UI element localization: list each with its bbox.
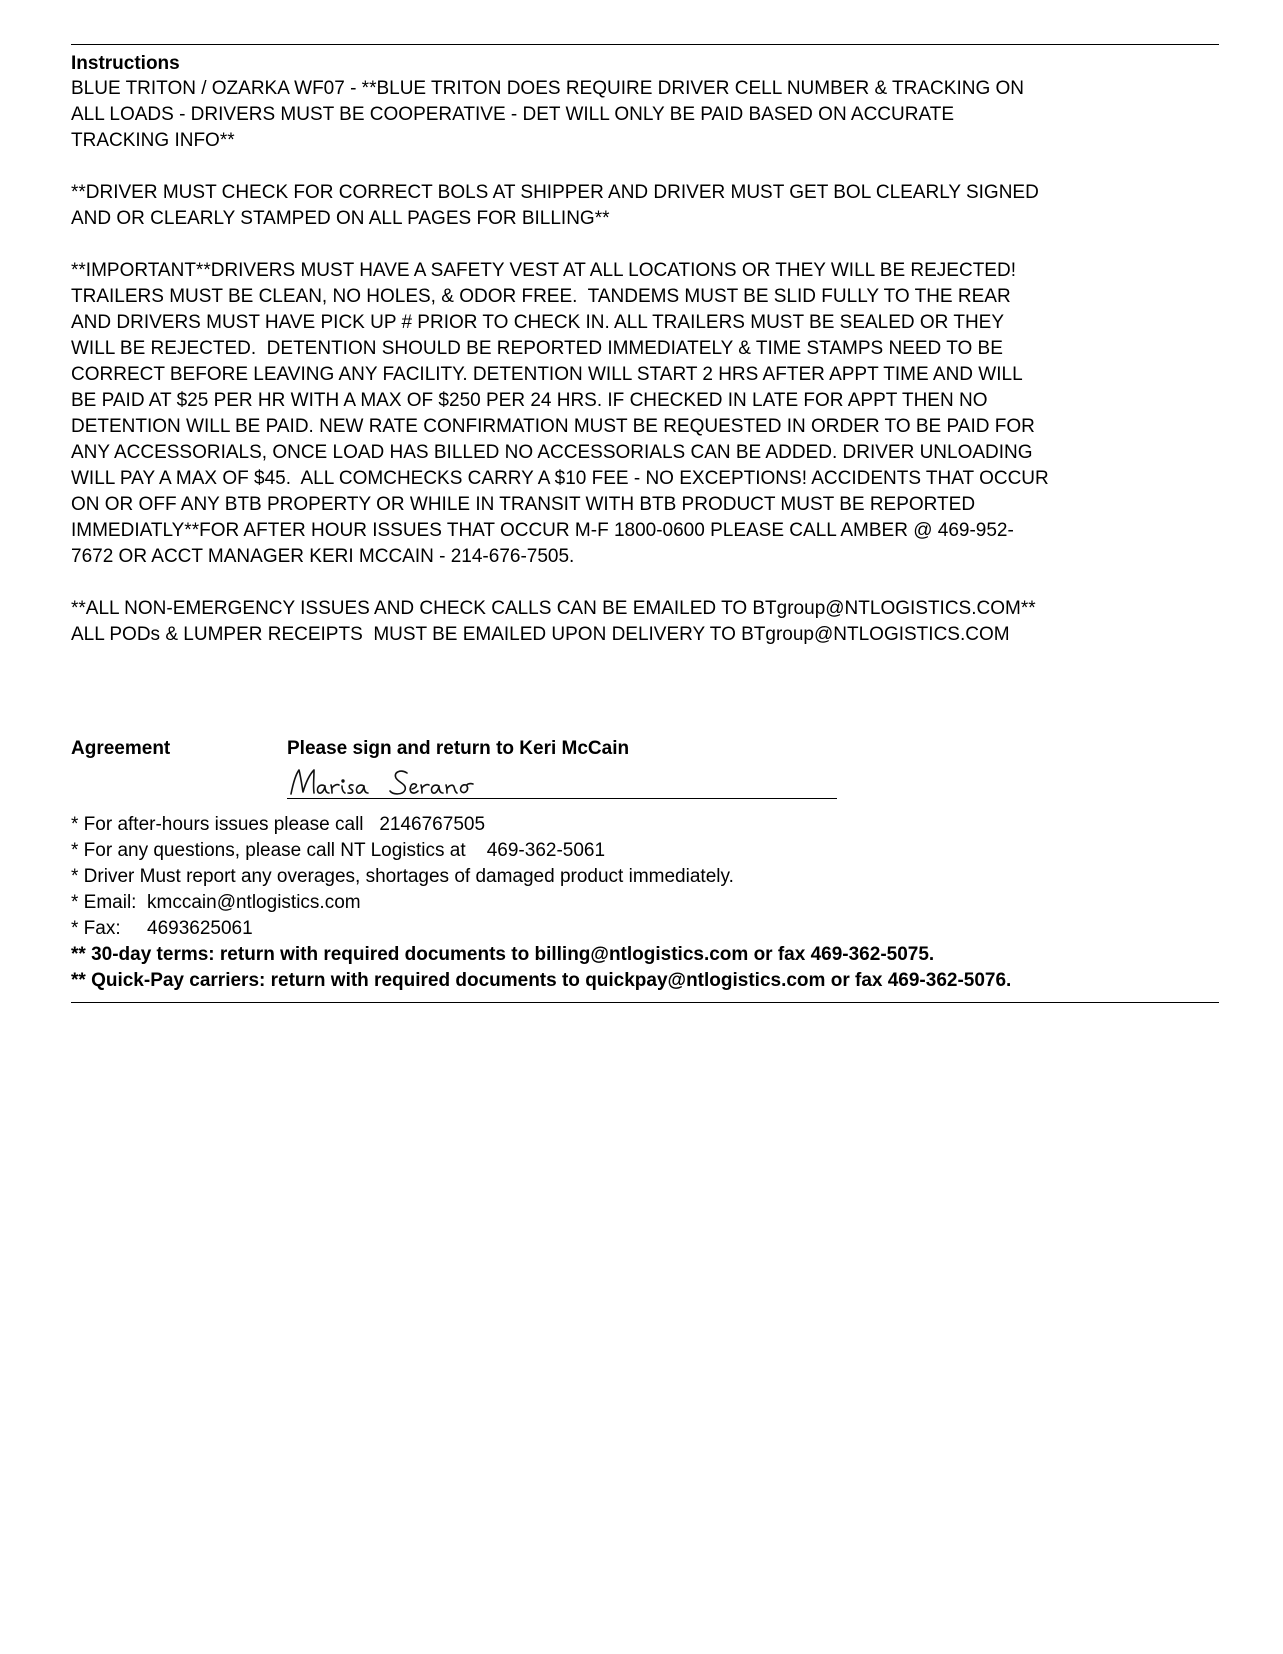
handwritten-signature (287, 764, 527, 800)
bottom-divider (71, 1002, 1219, 1003)
signature-line (287, 798, 837, 799)
signature-block (71, 766, 1219, 806)
instructions-paragraph-3: **IMPORTANT**DRIVERS MUST HAVE A SAFETY VEST AT ALL LOCATIONS OR THEY WILL BE REJECTED! TRAILERS MUST BE CLEAN, NO HOLES, & ODOR FREE. TANDEMS MUST BE SLID FULLY TO THE REAR AND DRIVERS MUST HAVE PICK UP # PRIOR TO CHECK IN. ALL TRAILERS MUST BE SEALED OR THEY WILL BE REJECTED. DETENTION SHOULD BE REPORTED IMMEDIATELY & TIME STAMPS NEED TO BE CORRECT BEFORE LEAVING ANY FACILITY. DETENTION WILL START 2 HRS AFTER APPT TIME AND WILL BE PAID AT $25 PER HR WITH A MAX OF $250 PER 24 HRS. IF CHECKED IN LATE FOR APPT THEN NO DETENTION WILL BE PAID. NEW RATE CONFIRMATION MUST BE REQUESTED IN ORDER TO BE PAID FOR ANY ACCESSORIALS, ONCE LOAD HAS BILLED NO ACCESSORIALS CAN BE ADDED. DRIVER UNLOADING WILL PAY A MAX OF $45. ALL COMCHECKS CARRY A $10 FEE - NO EXCEPTIONS! ACCIDENTS THAT OCCUR ON OR OFF ANY BTB PROPERTY OR WHILE IN TRANSIT WITH BTB PRODUCT MUST BE REPORTED IMMEDIATLY**FOR AFTER HOUR ISSUES THAT OCCUR M-F 1800-0600 PLEASE CALL AMBER @ 469-952- 7672 OR ACCT MANAGER KERI MCCAIN - 214-676-7505. (71, 260, 1049, 567)
questions-line: * For any questions, please call NT Logistics at 469-362-5061 (71, 840, 606, 861)
agreement-row (71, 736, 1219, 762)
billing-terms-line: ** 30-day terms: return with required documents to billing@ntlogistics.com or fax 469-362-5075. (71, 944, 935, 965)
instructions-paragraph-1: BLUE TRITON / OZARKA WF07 - **BLUE TRITON DOES REQUIRE DRIVER CELL NUMBER & TRACKING ON ALL LOADS - DRIVERS MUST BE COOPERATIVE - DET WILL ONLY BE PAID BASED ON ACCURATE TRACKING INFO** (71, 78, 1025, 151)
agreement-label: Agreement (71, 738, 171, 759)
sign-to-name: Keri McCain (519, 738, 630, 759)
sign-prompt-text: Please sign and return to (287, 738, 514, 759)
instructions-paragraph-2: **DRIVER MUST CHECK FOR CORRECT BOLS AT SHIPPER AND DRIVER MUST GET BOL CLEARLY SIGNED AND OR CLEARLY STAMPED ON ALL PAGES FOR BILLING** (71, 182, 1039, 229)
contact-list (71, 812, 1219, 994)
fax-line: * Fax: 4693625061 (71, 918, 253, 939)
after-hours-line: * For after-hours issues please call 2146767505 (71, 814, 486, 835)
overages-line: * Driver Must report any overages, shortages of damaged product immediately. (71, 866, 734, 887)
instructions-title: Instructions (71, 53, 180, 74)
quickpay-line: ** Quick-Pay carriers: return with required documents to quickpay@ntlogistics.com or fax 469-362-5076. (71, 970, 1012, 991)
instructions-paragraph-4: **ALL NON-EMERGENCY ISSUES AND CHECK CALLS CAN BE EMAILED TO BTgroup@NTLOGISTICS.COM** ALL PODs & LUMPER RECEIPTS MUST BE EMAILED UPON DELIVERY TO BTgroup@NTLOGISTICS.COM (71, 598, 1036, 645)
sign-prompt (287, 736, 629, 762)
document-page (71, 36, 1219, 1003)
email-line: * Email: kmccain@ntlogistics.com (71, 892, 361, 913)
top-divider (71, 44, 1219, 45)
